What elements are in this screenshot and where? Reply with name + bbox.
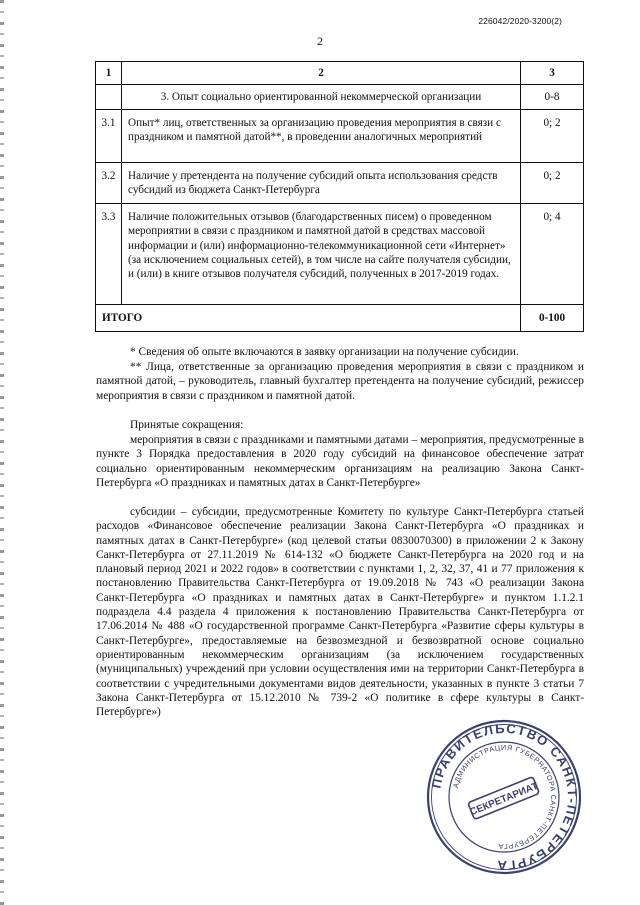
header-col-1: 1 bbox=[96, 62, 122, 85]
table-header-row bbox=[96, 62, 584, 85]
row-text: Наличие положительных отзывов (благодарственных писем) о проведенном мероприятии в связи с праздником и памятной датой в средствах массовой информации и (или) информационно-телекоммуникационной сети «Интернет» (за исключением социальных сетей), в том числе на сайте получателя субсидии, и (или) в книге отзывов получателя субсидий, полученных в 2017-2019 годах. bbox=[122, 204, 521, 305]
page-number: 2 bbox=[317, 34, 323, 48]
table-total-row bbox=[96, 305, 584, 332]
stamp-inner-text: АДМИНИСТРАЦИЯ ГУБЕРНАТОРА САНКТ-ПЕТЕРБУРГА bbox=[450, 742, 559, 852]
row-num: 3.2 bbox=[96, 163, 122, 204]
total-label: ИТОГО bbox=[96, 305, 521, 332]
row-score: 0; 2 bbox=[521, 110, 584, 163]
row-num: 3.3 bbox=[96, 204, 122, 305]
footnote-2 bbox=[96, 360, 584, 403]
header-col-2: 2 bbox=[122, 62, 521, 85]
stamp-center bbox=[467, 776, 541, 820]
row-text: Опыт* лиц, ответственных за организацию проведения мероприятия в связи с праздником и памятной датой**, в проведении аналогичных мероприятий bbox=[122, 110, 521, 163]
abbreviation-events-text: мероприятия в связи с праздниками и памятными датами – мероприятия, предусмотренные в пункте 3 Порядка предоставления в 2020 году субсидий на финансовое обеспечение затрат социально ориентированным некоммерческим организациям на реализацию Закона Санкт-Петербурга «О праздниках и памятных датах в Санкт-Петербурге» bbox=[96, 434, 584, 489]
row-text: Наличие у претендента на получение субсидий опыта использования средств субсидий из бюджета Санкт-Петербурга bbox=[122, 163, 521, 204]
section-score: 0-8 bbox=[521, 85, 584, 110]
row-num: 3.1 bbox=[96, 110, 122, 163]
stamp-center-text: СЕКРЕТАРИАТ bbox=[468, 780, 540, 819]
header-col-3: 3 bbox=[521, 62, 584, 85]
total-score: 0-100 bbox=[521, 305, 584, 332]
abbreviation-subsidies bbox=[96, 505, 584, 719]
table-section-row bbox=[96, 85, 584, 110]
table-row bbox=[96, 110, 584, 163]
document-id: 226042/2020-3200(2) bbox=[478, 16, 562, 26]
abbreviation-events bbox=[96, 433, 584, 490]
footnote-1 bbox=[96, 345, 584, 359]
table-row bbox=[96, 163, 584, 204]
criteria-table bbox=[95, 61, 584, 332]
abbreviations-title-text: Принятые сокращения: bbox=[130, 419, 244, 431]
stamp-outer-text: ПРАВИТЕЛЬСТВО САНКТ-ПЕТЕРБУРГА bbox=[428, 720, 581, 874]
table-row bbox=[96, 204, 584, 305]
row-score: 0; 4 bbox=[521, 204, 584, 305]
footnote-1-text: * Сведения об опыте включаются в заявку организации на получение субсидии. bbox=[130, 346, 519, 358]
section-text: 3. Опыт социально ориентированной некоммерческой организации bbox=[122, 85, 521, 110]
abbreviations-title bbox=[96, 418, 584, 432]
scan-left-edge bbox=[0, 0, 4, 905]
row-score: 0; 2 bbox=[521, 163, 584, 204]
abbreviation-subsidies-text: субсидии – субсидии, предусмотренные Комитету по культуре Санкт-Петербурга статьей расходов «Финансовое обеспечение реализации Закона Санкт-Петербурга «О праздниках и памятных датах в Санкт-Петербурге» (код целевой статьи 0830070300) в приложении 2 к Закону Санкт-Петербурга от 27.11.2019 № 614-132 «О бюджете Санкт-Петербурга на 2020 год и на плановый период 2021 и 2022 годов» в соответствии с пунктами 1, 2, 32, 37, 41 и 77 приложения к постановлению Правительства Санкт-Петербурга от 19.09.2018 № 743 «О реализации Закона Санкт-Петербурга «О праздниках и памятных датах в Санкт-Петербурге» и пунктом 1.1.2.1 подраздела 4.4 раздела 4 приложения к постановлению Правительства Санкт-Петербурга от 17.06.2014 № 488 «О государственной программе Санкт-Петербурга «Развитие сферы культуры в Санкт-Петербурге», предоставляемые на безвозмездной и безвозвратной основе социально ориентированным некоммерческим организациям (за исключением государственных (муниципальных) учреждений при условии осуществления ими на территории Санкт-Петербурга в соответствии с учредительными документами видов деятельности, указанных в пункте 3 статьи 7 Закона Санкт-Петербурга от 15.12.2010 № 739-2 «О политике в сфере культуры в Санкт-Петербурге») bbox=[96, 506, 584, 719]
official-seal-stamp bbox=[424, 717, 584, 877]
footnote-2-text: ** Лица, ответственные за организацию проведения мероприятия в связи с праздником и памятной датой, – руководитель, главный бухгалтер претендента на получение субсидий, режиссер мероприятия в связи с праздником и памятной датой. bbox=[96, 361, 584, 402]
section-num-cell bbox=[96, 85, 122, 110]
